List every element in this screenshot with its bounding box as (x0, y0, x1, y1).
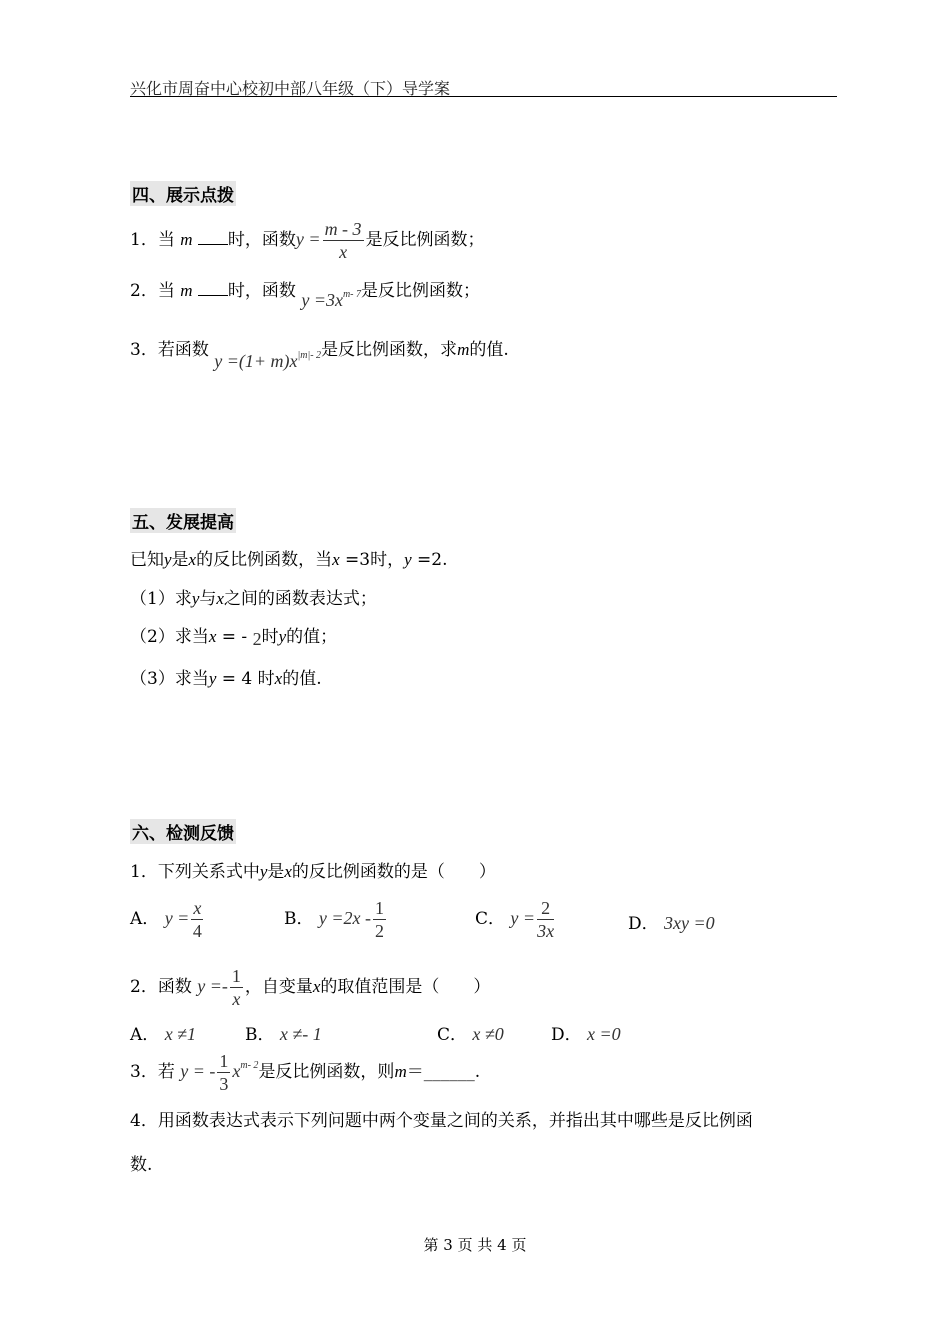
s6-q1-option-b[interactable] (284, 897, 388, 942)
text: 函数 (157, 977, 192, 997)
text: （2）求当 (130, 627, 209, 647)
text: = 4 时 (216, 669, 275, 689)
s6-q2-option-a[interactable] (130, 1020, 196, 1045)
formula-lhs: y = (164, 908, 190, 928)
numerator: x (193, 898, 202, 918)
var-y: y (404, 550, 412, 569)
denominator: 4 (192, 921, 202, 941)
blank (198, 230, 228, 245)
text: 的值. (469, 340, 509, 360)
s4-question-1 (130, 218, 485, 263)
s6-q2-option-c[interactable] (437, 1020, 504, 1045)
text: =2. (411, 550, 448, 570)
q-number: 3． (130, 340, 158, 360)
formula: x ≠0 (472, 1024, 504, 1044)
var-y: y (259, 862, 268, 881)
formula-lhs: y = (295, 229, 321, 249)
denominator: 3 (219, 1074, 229, 1094)
s6-q1-option-d[interactable] (628, 909, 715, 934)
formula-lhs: y =- (197, 976, 228, 996)
var-x: x (216, 589, 224, 608)
formula (214, 351, 321, 371)
fraction (537, 897, 554, 942)
text: 是反比例函数，求 (321, 340, 458, 360)
fraction (373, 897, 386, 942)
text: = - (216, 627, 253, 647)
text: （1）求 (130, 589, 192, 609)
s4-question-3 (130, 335, 509, 371)
fraction (323, 218, 364, 263)
page-footer: 第 3 页 共 4 页 (423, 1236, 527, 1254)
numerator: m - 3 (324, 219, 362, 239)
formula-lhs: y =2x - (318, 908, 372, 928)
text: 的值. (282, 669, 322, 689)
text: 若函数 (157, 340, 209, 360)
q-number: 1． (130, 862, 158, 882)
option-label: A． (130, 1025, 160, 1045)
blank (198, 281, 228, 296)
text: （3）求当 (130, 669, 209, 689)
text: 下列关系式中 (157, 862, 260, 882)
q-number: 2． (130, 281, 158, 301)
option-label: B． (284, 909, 314, 929)
s6-question-4-line-2: 数. (130, 1155, 153, 1175)
denominator: 3x (537, 921, 555, 941)
s6-question-1 (130, 857, 496, 882)
formula: x ≠1 (164, 1024, 197, 1044)
exponent: m- 2 (240, 1060, 259, 1071)
text: =3时， (339, 550, 405, 570)
option-label: C． (475, 909, 506, 929)
var-y: y (164, 550, 172, 569)
text: 的值； (286, 627, 338, 647)
q-number: 2． (130, 977, 158, 997)
text: ，自变量 (244, 977, 313, 997)
text: 当 (157, 230, 175, 250)
option-label: D． (628, 914, 659, 934)
numerator: 1 (231, 966, 241, 986)
s4-question-2 (130, 276, 481, 310)
q-number: 3． (130, 1062, 158, 1082)
var-m: m (180, 281, 193, 300)
var-m: m (394, 1062, 407, 1081)
text: 之间的函数表达式； (223, 589, 377, 609)
formula-base: y =(1+ m)x (214, 351, 298, 371)
text: 当 (157, 281, 175, 301)
var-m: m (180, 230, 193, 249)
text: 与 (199, 589, 217, 609)
option-label: B． (245, 1025, 275, 1045)
formula-base: x (232, 1061, 241, 1081)
text: 已知 (130, 550, 164, 570)
s6-q2-option-b[interactable] (245, 1020, 322, 1045)
formula (301, 290, 361, 310)
formula: x =0 (587, 1024, 621, 1044)
section-title-6: 六、检测反馈 (130, 819, 236, 844)
text: 时，函数 (227, 230, 296, 250)
numerator: 2 (537, 897, 554, 920)
var-x: x (188, 550, 197, 569)
s6-q1-option-a[interactable] (130, 897, 205, 942)
text: 是反比例函数； (365, 230, 485, 250)
var-m: m (457, 340, 470, 359)
option-label: A． (130, 909, 160, 929)
s6-question-3 (130, 1050, 480, 1095)
var-x: x (332, 550, 340, 569)
text: 若 (157, 1062, 175, 1082)
text: 是 (267, 862, 285, 882)
text: 时 (261, 627, 279, 647)
text: 的反比例函数的是（ ） (291, 862, 496, 882)
numerator: 1 (375, 898, 385, 918)
text: 的取值范围是（ ） (320, 977, 491, 997)
s6-question-4-line-1: 4．用函数表达式表示下列问题中两个变量之间的关系，并指出其中哪些是反比例函 (130, 1111, 753, 1131)
fraction (230, 965, 243, 1010)
numerator: 1 (219, 1051, 229, 1071)
formula: x ≠- 1 (279, 1024, 322, 1044)
section-title-5: 五、发展提高 (130, 508, 236, 533)
q-number: 1． (130, 230, 158, 250)
denominator: x (339, 242, 348, 262)
s5-part-1 (130, 584, 377, 609)
denominator: 2 (375, 921, 385, 941)
option-label: C． (437, 1025, 468, 1045)
header-divider (130, 96, 837, 97)
s5-part-2 (130, 622, 337, 647)
var-y: y (191, 589, 200, 608)
s6-q2-option-d[interactable] (551, 1020, 621, 1045)
formula-lhs: y = - (180, 1061, 216, 1081)
var-x: x (208, 627, 217, 646)
formula: 3xy =0 (664, 913, 715, 933)
fraction (191, 897, 203, 942)
formula-base: y =3x (301, 290, 343, 310)
denominator: x (232, 989, 241, 1009)
text: 是反比例函数，则 (258, 1062, 395, 1082)
option-label: D． (551, 1025, 582, 1045)
s6-q1-option-c[interactable] (475, 897, 556, 942)
text: ＝______. (406, 1062, 481, 1082)
text: 是 (171, 550, 189, 570)
var-y: y (208, 669, 217, 688)
fraction (217, 1050, 230, 1095)
value: 2 (252, 629, 262, 649)
text: 时，函数 (227, 281, 296, 301)
exponent: |m|- 2 (297, 350, 322, 361)
s5-intro (130, 545, 448, 570)
text: 是反比例函数； (361, 281, 481, 301)
var-x: x (312, 977, 321, 996)
formula-lhs: y = (510, 908, 536, 928)
s6-question-2 (130, 965, 490, 1010)
page-header: 兴化市周奋中心校初中部八年级（下）导学案 (130, 79, 451, 98)
exponent: m- 7 (342, 289, 362, 300)
section-title-4: 四、展示点拨 (130, 181, 236, 206)
var-y: y (278, 627, 287, 646)
text: 的反比例函数，当 (196, 550, 333, 570)
var-x: x (284, 862, 292, 881)
var-x: x (274, 669, 283, 688)
s5-part-3 (130, 664, 322, 689)
